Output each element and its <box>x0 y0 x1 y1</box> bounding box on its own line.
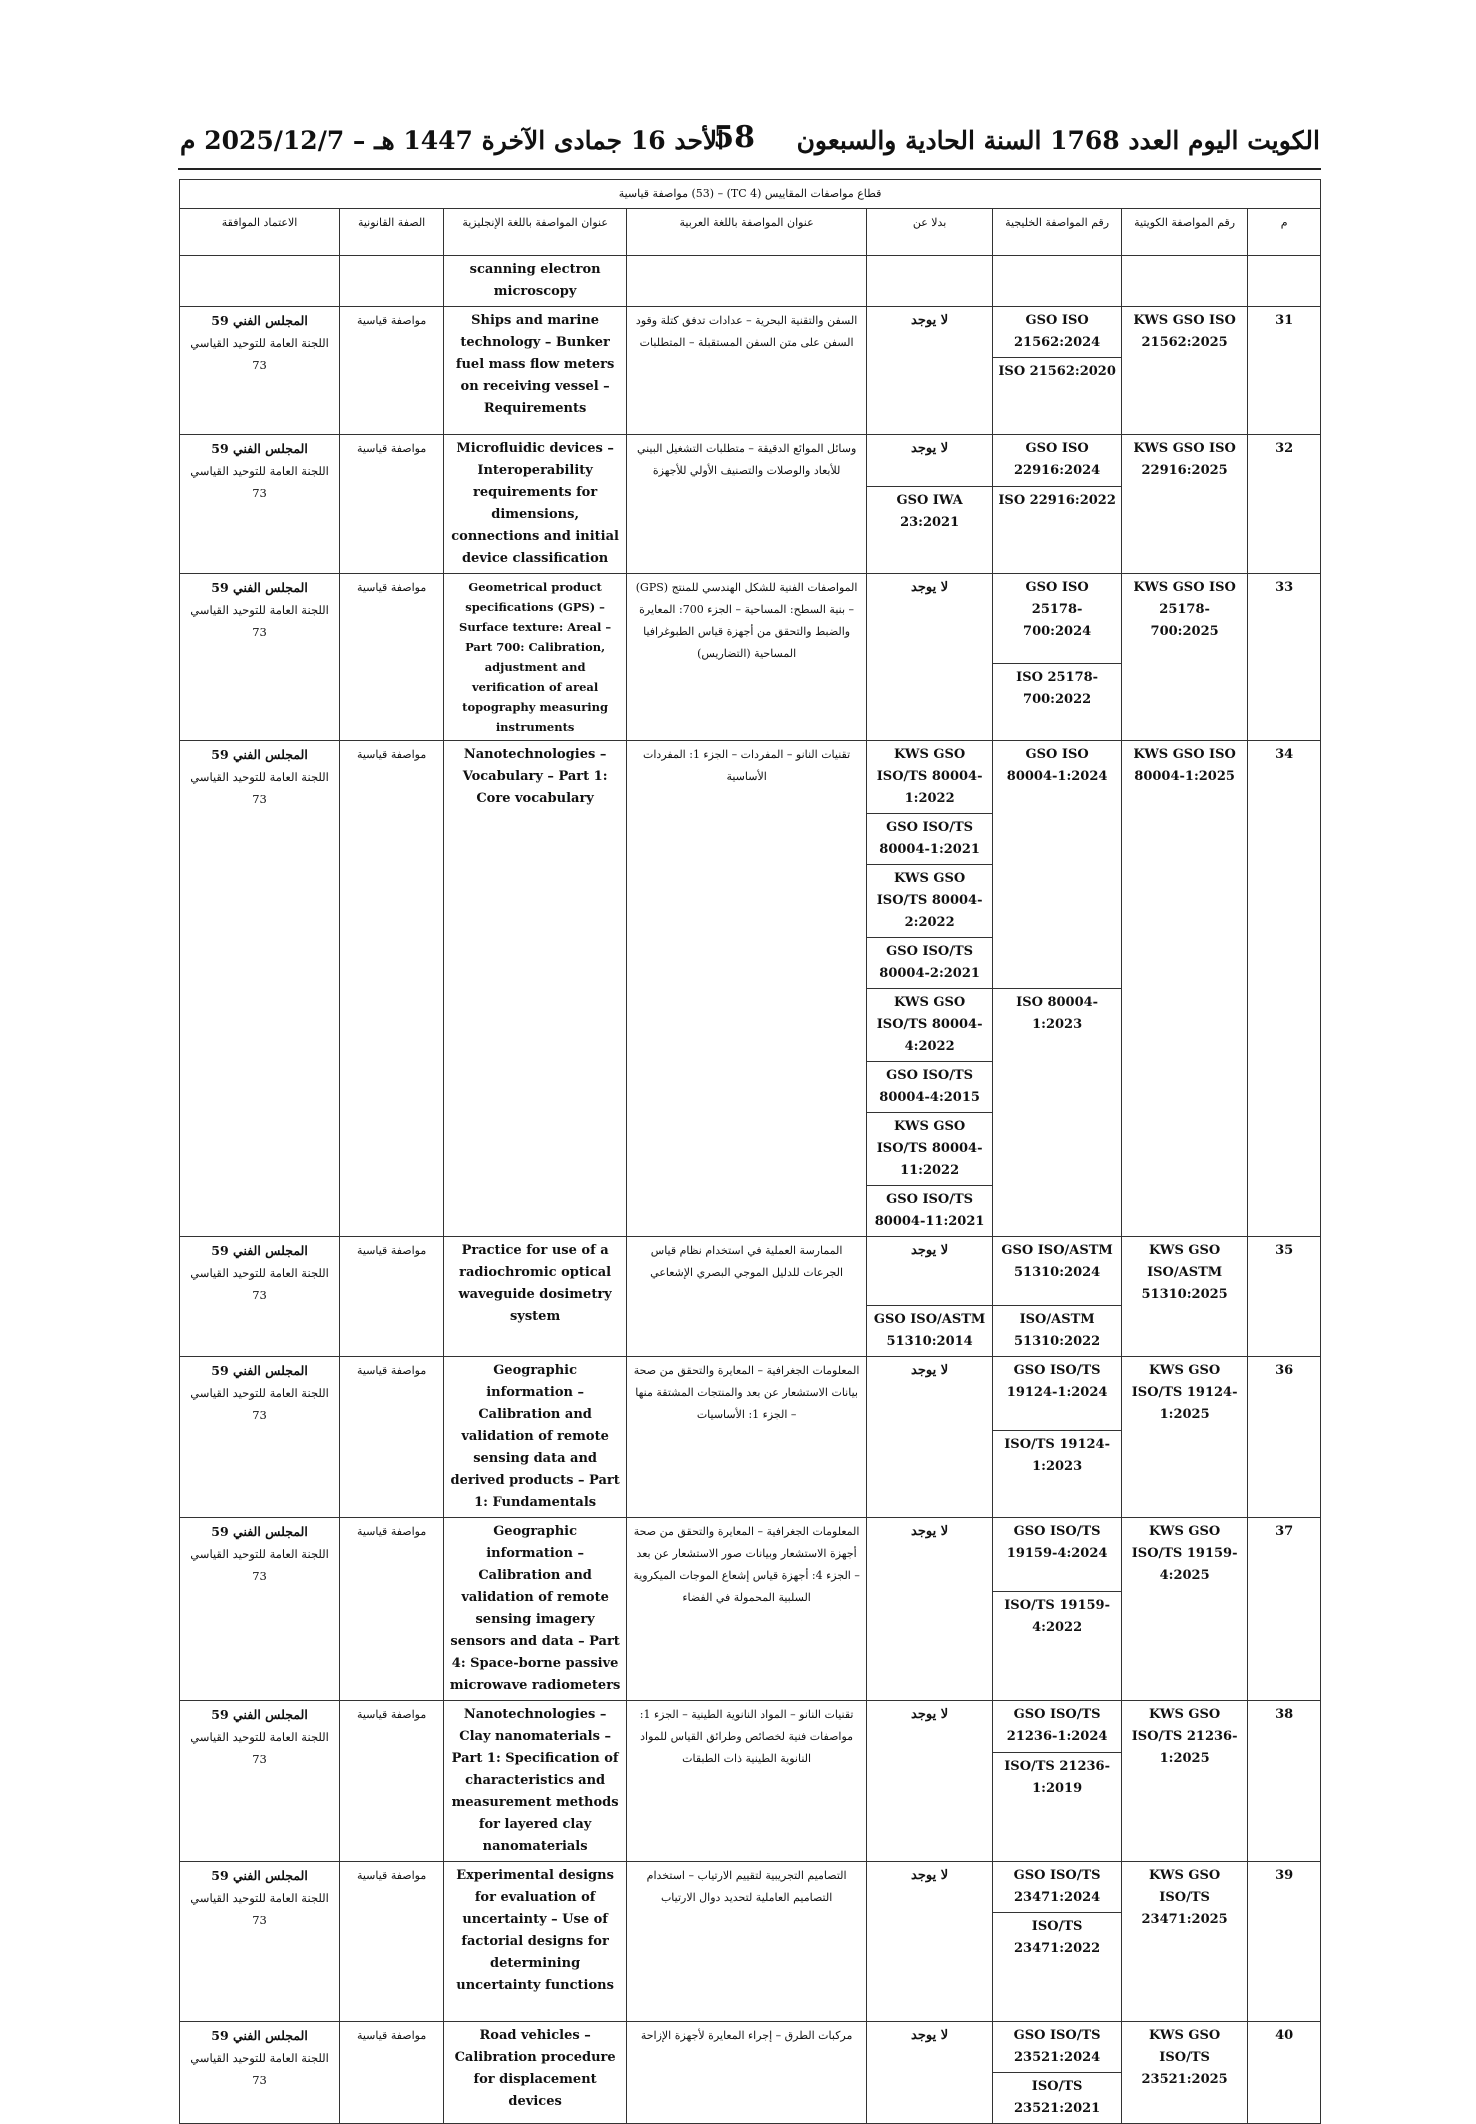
kws-number: KWS GSO ISO/ASTM 51310:2025 <box>1122 1237 1248 1357</box>
col-header-kws: رقم المواصفة الكويتية <box>1122 209 1248 256</box>
approval: المجلس الفني 59 اللجنة العامة للتوحيد القياسي 73 <box>180 574 340 741</box>
gso-number: GSO ISO 21562:2024 <box>993 307 1122 358</box>
title-ar: السفن والتقنية البحرية – عدادات تدفق كتلة وقود السفن على متن السفن المستقبلة – المتطلبات <box>627 307 867 435</box>
title-ar: المواصفات الفنية للشكل الهندسي للمنتج (GPS) – بنية السطح: المساحية – الجزء 700: المعايرة والضبط والتحقق من أجهزة قياس الطبوغرافيا المساحية (التضاريس) <box>627 574 867 741</box>
iso-number: ISO/TS 23471:2022 <box>993 1913 1122 2022</box>
page-number: 58 <box>713 120 755 155</box>
approval: المجلس الفني 59 اللجنة العامة للتوحيد القياسي 73 <box>180 435 340 574</box>
col-header-num: م <box>1248 209 1321 256</box>
replaces-none: لا يوجد <box>867 574 993 741</box>
gso-number: GSO ISO/TS 21236-1:2024 <box>993 1701 1122 1753</box>
gso-number: GSO ISO/TS 23521:2024 <box>993 2022 1122 2073</box>
title-en: Nanotechnologies – Vocabulary – Part 1: Core vocabulary <box>444 741 627 1237</box>
legal-status: مواصفة قياسية <box>340 435 444 574</box>
replaces-number: GSO ISO/TS 80004-11:2021 <box>867 1186 993 1237</box>
iso-number: ISO/TS 23521:2021 <box>993 2073 1122 2124</box>
kws-number: KWS GSO ISO 22916:2025 <box>1122 435 1248 574</box>
replaces-number: KWS GSO ISO/TS 80004-4:2022 <box>867 989 993 1062</box>
legal-status: مواصفة قياسية <box>340 2022 444 2124</box>
gazette-date: الأحد 16 جمادى الآخرة 1447 هـ – 2025/12/7 م <box>180 126 725 155</box>
legal-status: مواصفة قياسية <box>340 741 444 1237</box>
replaces-none: لا يوجد <box>867 1862 993 2022</box>
gso-number: GSO ISO 22916:2024 <box>993 435 1122 487</box>
title-en: Geographic information – Calibration and validation of remote sensing imagery sensors and data – Part 4: Space-borne passive microwave radiometers <box>444 1518 627 1701</box>
iso-number: ISO/TS 21236-1:2019 <box>993 1753 1122 1862</box>
kws-number: KWS GSO ISO 80004-1:2025 <box>1122 741 1248 1237</box>
header-rule <box>178 168 1321 170</box>
replaces-number: GSO ISO/ASTM 51310:2014 <box>867 1306 993 1357</box>
iso-number: ISO 21562:2020 <box>993 358 1122 435</box>
iso-number: ISO 22916:2022 <box>993 487 1122 574</box>
title-en: Geographic information – Calibration and validation of remote sensing data and derived products – Part 1: Fundamentals <box>444 1357 627 1518</box>
legal-status: مواصفة قياسية <box>340 1862 444 2022</box>
row-number: 38 <box>1248 1701 1321 1862</box>
col-header-approval: الاعتماد الموافقة <box>180 209 340 256</box>
title-ar: تقنيات النانو – المفردات – الجزء 1: المفردات الأساسية <box>627 741 867 1237</box>
gso-number: GSO ISO 80004-1:2024 <box>993 741 1122 989</box>
col-header-replaces: بدلا عن <box>867 209 993 256</box>
replaces-number: KWS GSO ISO/TS 80004-1:2022 <box>867 741 993 814</box>
table-row <box>180 1862 1321 1913</box>
table-row <box>180 741 1321 814</box>
table-row <box>180 574 1321 664</box>
row-number: 32 <box>1248 435 1321 574</box>
kws-number: KWS GSO ISO/TS 21236-1:2025 <box>1122 1701 1248 1862</box>
approval: المجلس الفني 59 اللجنة العامة للتوحيد القياسي 73 <box>180 1862 340 2022</box>
title-en: Ships and marine technology – Bunker fuel mass flow meters on receiving vessel – Requirements <box>444 307 627 435</box>
gso-number: GSO ISO/TS 19159-4:2024 <box>993 1518 1122 1592</box>
gso-number: GSO ISO/TS 23471:2024 <box>993 1862 1122 1913</box>
title-ar: المعلومات الجغرافية – المعايرة والتحقق من صحة أجهزة الاستشعار وبيانات صور الاستشعار عن بعد – الجزء 4: أجهزة قياس إشعاع الموجات الميكروية السلبية المحمولة في الفضاء <box>627 1518 867 1701</box>
kws-number: KWS GSO ISO/TS 23521:2025 <box>1122 2022 1248 2124</box>
col-header-gso: رقم المواصفة الخليجية <box>993 209 1122 256</box>
title-en: Road vehicles – Calibration procedure for displacement devices <box>444 2022 627 2124</box>
continuation-row <box>180 256 1321 307</box>
iso-number: ISO 80004-1:2023 <box>993 989 1122 1237</box>
approval: المجلس الفني 59 اللجنة العامة للتوحيد القياسي 73 <box>180 1701 340 1862</box>
gso-number: GSO ISO 25178-700:2024 <box>993 574 1122 664</box>
replaces-none: لا يوجد <box>867 1518 993 1701</box>
replaces-number: KWS GSO ISO/TS 80004-11:2022 <box>867 1113 993 1186</box>
table-row <box>180 1518 1321 1592</box>
replaces-none: لا يوجد <box>867 1237 993 1306</box>
kws-number: KWS GSO ISO 25178-700:2025 <box>1122 574 1248 741</box>
table-row <box>180 2022 1321 2073</box>
row-number: 31 <box>1248 307 1321 435</box>
replaces-none: لا يوجد <box>867 2022 993 2124</box>
legal-status: مواصفة قياسية <box>340 307 444 435</box>
title-ar: الممارسة العملية في استخدام نظام قياس الجرعات للدليل الموجي البصري الإشعاعي <box>627 1237 867 1357</box>
col-header-title-en: عنوان المواصفة باللغة الإنجليزية <box>444 209 627 256</box>
approval: المجلس الفني 59 اللجنة العامة للتوحيد القياسي 73 <box>180 741 340 1237</box>
replaces-number: GSO IWA 23:2021 <box>867 487 993 574</box>
replaces-number: GSO ISO/TS 80004-4:2015 <box>867 1062 993 1113</box>
title-ar: التصاميم التجريبية لتقييم الارتياب – استخدام التصاميم العاملية لتحديد دوال الارتياب <box>627 1862 867 2022</box>
legal-status: مواصفة قياسية <box>340 1701 444 1862</box>
title-en: Geometrical product specifications (GPS) – Surface texture: Areal – Part 700: Calibration, adjustment and verification of areal topography measuring instruments <box>444 574 627 741</box>
title-en: Microfluidic devices – Interoperability requirements for dimensions, connections and initial device classification <box>444 435 627 574</box>
iso-number: ISO/ASTM 51310:2022 <box>993 1306 1122 1357</box>
row-number: 33 <box>1248 574 1321 741</box>
standards-table <box>179 179 1321 2124</box>
row-number: 37 <box>1248 1518 1321 1701</box>
replaces-none: لا يوجد <box>867 435 993 487</box>
kws-number: KWS GSO ISO/TS 19159-4:2025 <box>1122 1518 1248 1701</box>
sector-title: قطاع مواصفات المقاييس (TC 4) – (53) مواصفة قياسية <box>180 180 1321 209</box>
iso-number: ISO 25178-700:2022 <box>993 664 1122 741</box>
table-row <box>180 1701 1321 1753</box>
row-number: 36 <box>1248 1357 1321 1518</box>
replaces-number: GSO ISO/TS 80004-2:2021 <box>867 938 993 989</box>
title-ar: مركبات الطرق – إجراء المعايرة لأجهزة الإزاحة <box>627 2022 867 2124</box>
table-row <box>180 435 1321 487</box>
legal-status: مواصفة قياسية <box>340 1518 444 1701</box>
title-en: Experimental designs for evaluation of uncertainty – Use of factorial designs for determining uncertainty functions <box>444 1862 627 2022</box>
replaces-none: لا يوجد <box>867 1701 993 1862</box>
continuation-title-en: scanning electron microscopy <box>444 256 627 307</box>
approval: المجلس الفني 59 اللجنة العامة للتوحيد القياسي 73 <box>180 1518 340 1701</box>
title-en: Nanotechnologies – Clay nanomaterials – Part 1: Specification of characteristics and measurement methods for layered clay nanomaterials <box>444 1701 627 1862</box>
gso-number: GSO ISO/TS 19124-1:2024 <box>993 1357 1122 1431</box>
iso-number: ISO/TS 19124-1:2023 <box>993 1431 1122 1518</box>
replaces-number: KWS GSO ISO/TS 80004-2:2022 <box>867 865 993 938</box>
title-ar: تقنيات النانو – المواد النانوية الطينية – الجزء 1: مواصفات فنية لخصائص وطرائق القياس للمواد النانوية الطينية ذات الطبقات <box>627 1701 867 1862</box>
title-ar: المعلومات الجغرافية – المعايرة والتحقق من صحة بيانات الاستشعار عن بعد والمنتجات المشتقة منها – الجزء 1: الأساسيات <box>627 1357 867 1518</box>
column-header-row <box>180 209 1321 256</box>
title-ar: وسائل الموائع الدقيقة – متطلبات التشغيل البيني للأبعاد والوصلات والتصنيف الأولي للأجهزة <box>627 435 867 574</box>
title-en: Practice for use of a radiochromic optical waveguide dosimetry system <box>444 1237 627 1357</box>
approval: المجلس الفني 59 اللجنة العامة للتوحيد القياسي 73 <box>180 1237 340 1357</box>
legal-status: مواصفة قياسية <box>340 1357 444 1518</box>
row-number: 39 <box>1248 1862 1321 2022</box>
approval: المجلس الفني 59 اللجنة العامة للتوحيد القياسي 73 <box>180 1357 340 1518</box>
kws-number: KWS GSO ISO 21562:2025 <box>1122 307 1248 435</box>
kws-number: KWS GSO ISO/TS 19124-1:2025 <box>1122 1357 1248 1518</box>
approval: المجلس الفني 59 اللجنة العامة للتوحيد القياسي 73 <box>180 307 340 435</box>
approval: المجلس الفني 59 اللجنة العامة للتوحيد القياسي 73 <box>180 2022 340 2124</box>
replaces-none: لا يوجد <box>867 1357 993 1518</box>
row-number: 40 <box>1248 2022 1321 2124</box>
table-row <box>180 1357 1321 1431</box>
replaces-number: GSO ISO/TS 80004-1:2021 <box>867 814 993 865</box>
table-row <box>180 307 1321 358</box>
legal-status: مواصفة قياسية <box>340 1237 444 1357</box>
table-row <box>180 1237 1321 1306</box>
replaces-none: لا يوجد <box>867 307 993 435</box>
kws-number: KWS GSO ISO/TS 23471:2025 <box>1122 1862 1248 2022</box>
row-number: 34 <box>1248 741 1321 1237</box>
gso-number: GSO ISO/ASTM 51310:2024 <box>993 1237 1122 1306</box>
col-header-title-ar: عنوان المواصفة باللغة العربية <box>627 209 867 256</box>
iso-number: ISO/TS 19159-4:2022 <box>993 1592 1122 1701</box>
gazette-issue-title: الكويت اليوم العدد 1768 السنة الحادية والسبعون <box>796 126 1320 155</box>
col-header-legal: الصفة القانونية <box>340 209 444 256</box>
page-header <box>180 118 1320 158</box>
legal-status: مواصفة قياسية <box>340 574 444 741</box>
row-number: 35 <box>1248 1237 1321 1357</box>
